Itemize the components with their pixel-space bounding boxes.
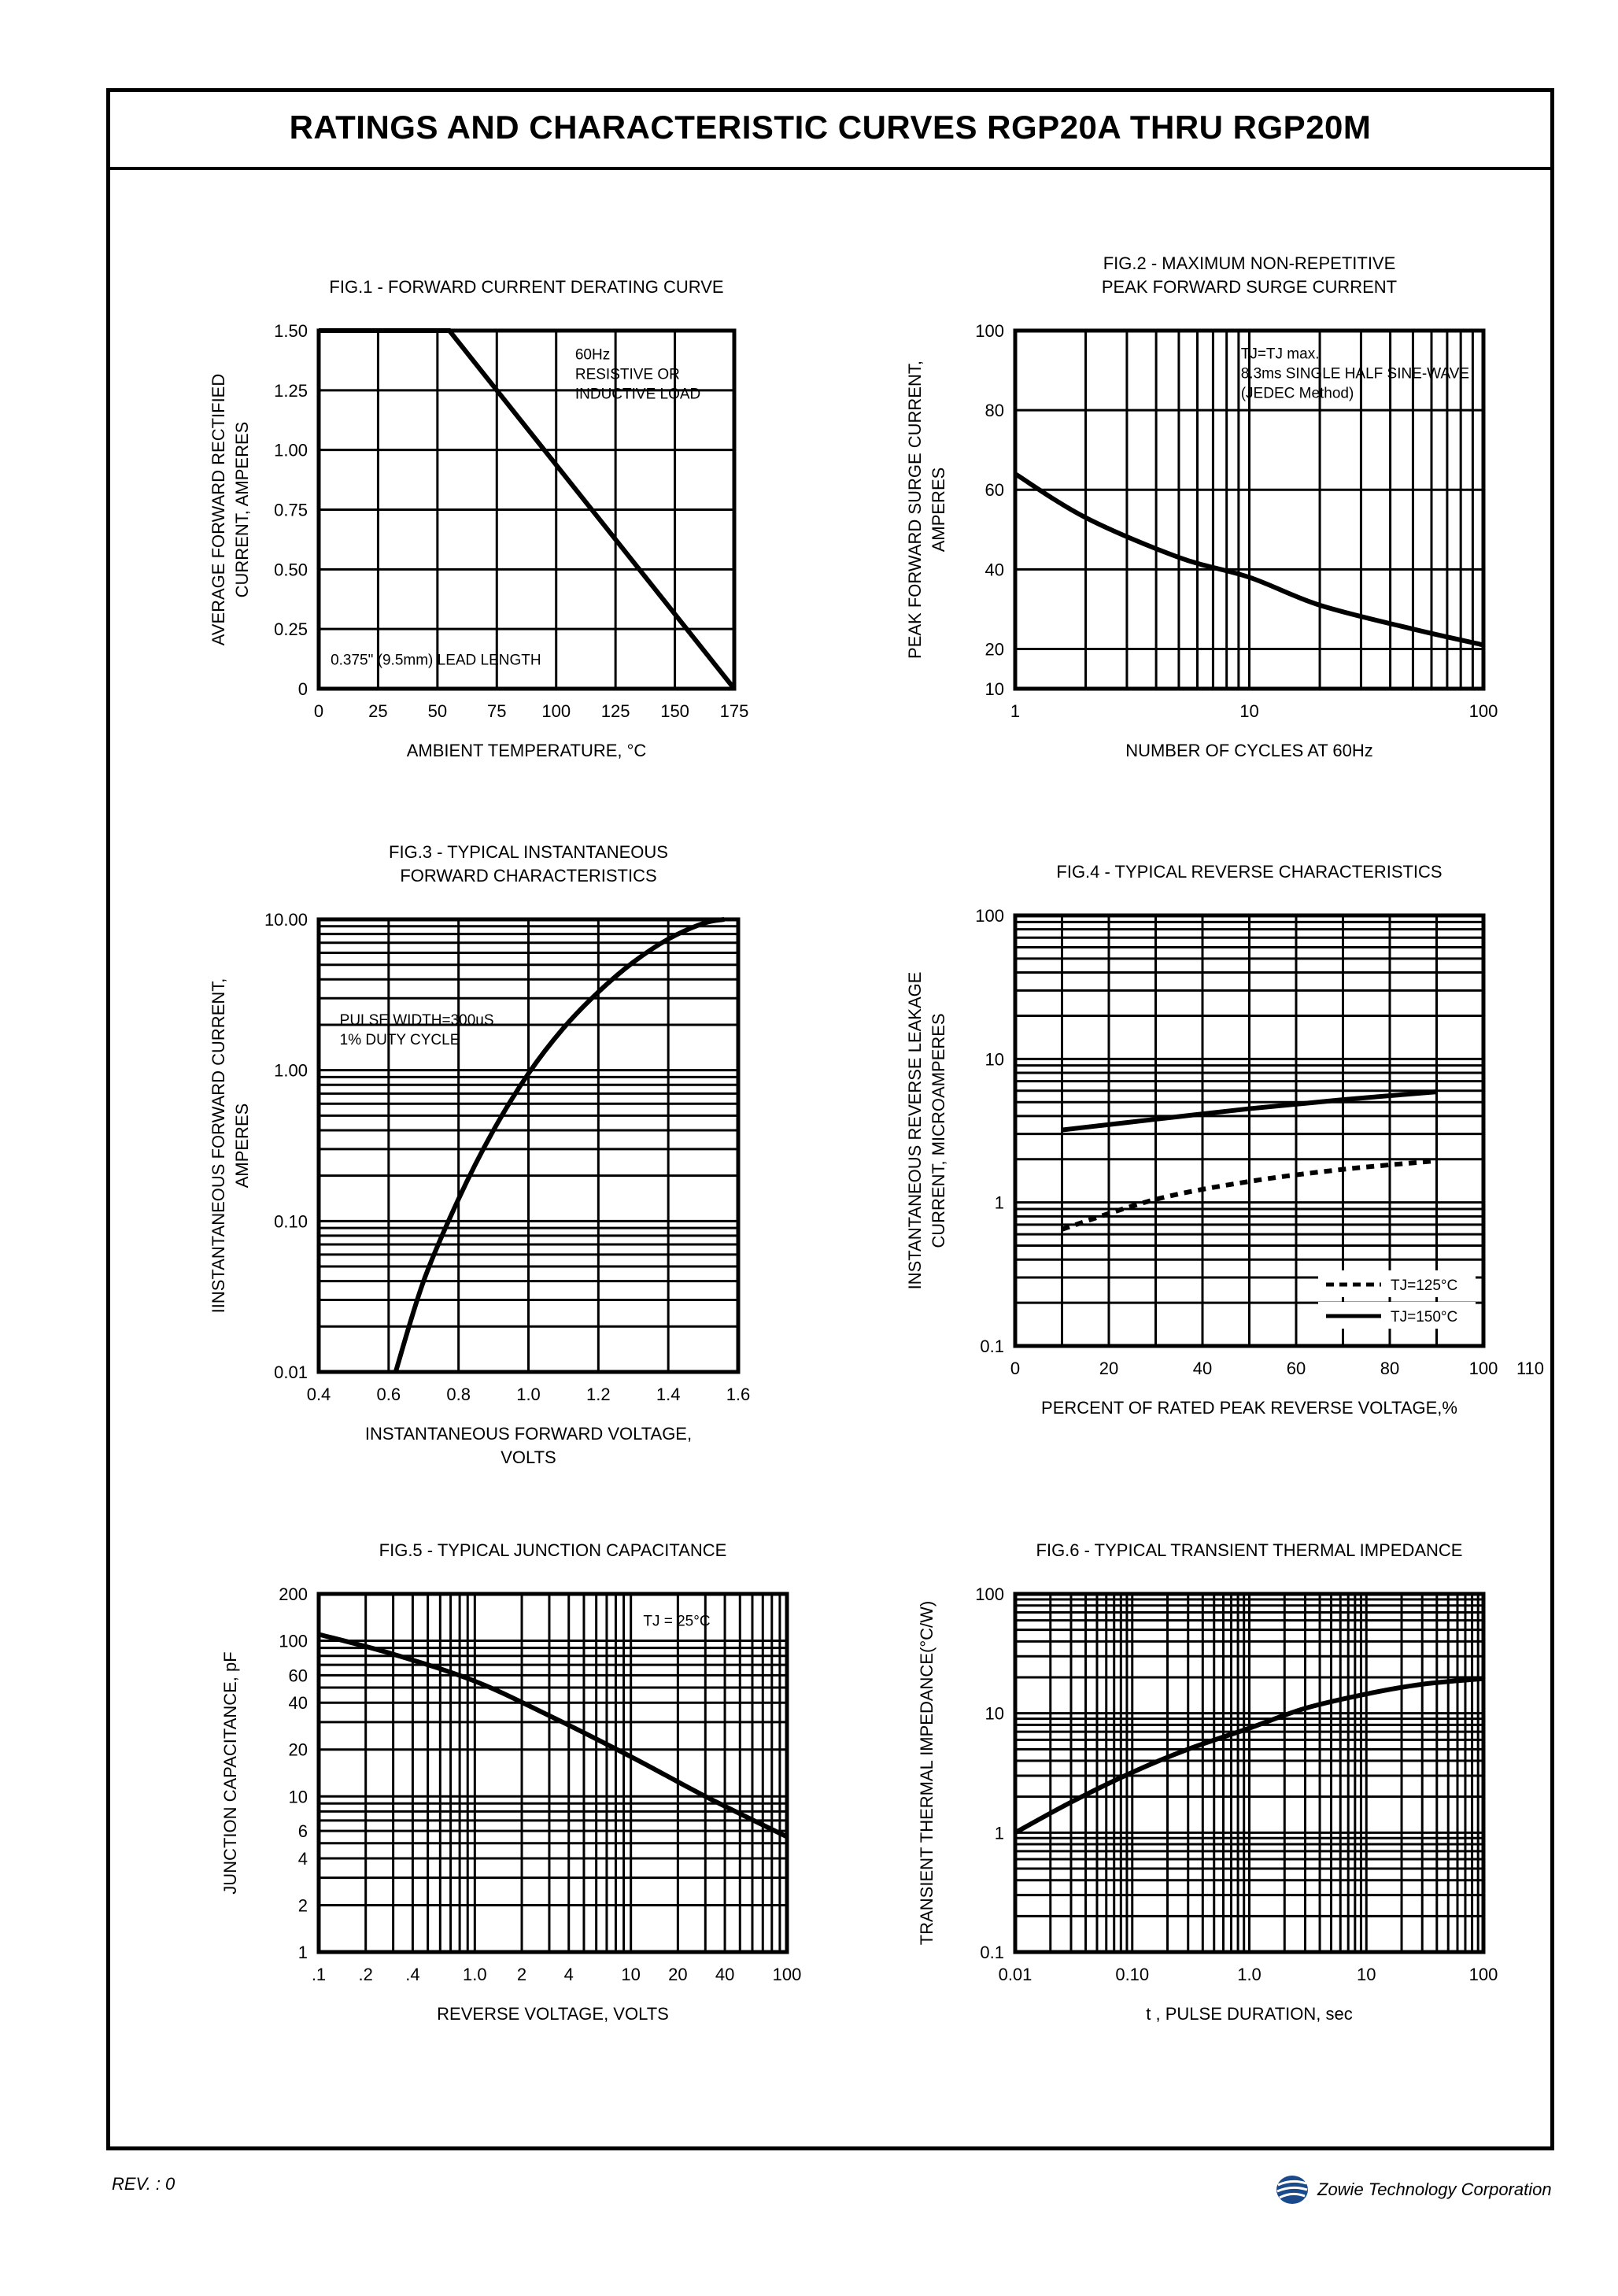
fig5-ytick-label: 60 bbox=[288, 1666, 308, 1686]
fig5-title: FIG.5 - TYPICAL JUNCTION CAPACITANCE bbox=[379, 1540, 727, 1560]
fig4-xtick-label: 40 bbox=[1192, 1359, 1213, 1378]
fig1-xtick-label: 150 bbox=[660, 701, 689, 721]
fig2-annotation: TJ=TJ max. bbox=[1240, 346, 1320, 363]
fig6-ytick-label: 1 bbox=[994, 1823, 1004, 1843]
fig5-ytick-label: 1 bbox=[297, 1943, 308, 1962]
fig5-ytick-label: 100 bbox=[279, 1631, 308, 1651]
fig6-xtick-label: 10 bbox=[1357, 1965, 1376, 1984]
fig1-annotation: 0.375" (9.5mm) LEAD LENGTH bbox=[331, 652, 541, 669]
fig1-annotation: RESISTIVE OR bbox=[574, 366, 680, 383]
fig3-xtick-label: 0.8 bbox=[446, 1385, 471, 1404]
fig5-xtick-label: .4 bbox=[405, 1965, 420, 1984]
fig3-xtick-label: 1.6 bbox=[726, 1385, 751, 1404]
fig6-ytick-label: 10 bbox=[984, 1703, 1004, 1724]
fig4-xtick-label: 60 bbox=[1286, 1359, 1306, 1378]
fig6-chart bbox=[917, 1540, 1498, 2024]
fig1-annotation: INDUCTIVE LOAD bbox=[574, 386, 701, 403]
fig3-xtick-label: 1.4 bbox=[656, 1385, 681, 1404]
fig3-annotation: 1% DUTY CYCLE bbox=[339, 1031, 460, 1048]
fig2-xtick-label: 1 bbox=[1010, 701, 1021, 721]
fig2-ytick-label: 40 bbox=[984, 560, 1004, 580]
fig4-ylabel: CURRENT, MICROAMPERES bbox=[929, 1013, 948, 1248]
fig4-chart bbox=[905, 862, 1544, 1418]
fig5-xtick-label: .1 bbox=[311, 1965, 327, 1984]
fig5-xtick-label: 1.0 bbox=[463, 1965, 487, 1984]
fig1-ytick-label: 0.75 bbox=[274, 500, 308, 520]
fig5-ytick-label: 4 bbox=[297, 1848, 308, 1869]
fig4-ytick-label: 10 bbox=[984, 1049, 1004, 1070]
fig4-ytick-label: 1 bbox=[994, 1192, 1004, 1213]
fig1-ytick-label: 1.25 bbox=[274, 380, 308, 401]
company-footer bbox=[1275, 2174, 1552, 2205]
fig3-xtick-label: 1.0 bbox=[516, 1385, 541, 1404]
fig2-annotation: 8.3ms SINGLE HALF SINE-WAVE bbox=[1240, 365, 1470, 383]
fig5-ytick-label: 200 bbox=[279, 1584, 308, 1604]
fig2-xlabel: NUMBER OF CYCLES AT 60Hz bbox=[1125, 741, 1373, 760]
fig5-ytick-label: 2 bbox=[297, 1895, 308, 1916]
fig5-ytick-label: 10 bbox=[288, 1787, 308, 1807]
fig3-ytick-label: 0.10 bbox=[274, 1211, 308, 1232]
fig4-legend-label: TJ=150°C bbox=[1391, 1309, 1458, 1325]
fig2-ytick-label: 80 bbox=[984, 401, 1004, 421]
fig4-xtick-label: 100 bbox=[1468, 1359, 1498, 1378]
fig4-ytick-label: 0.1 bbox=[980, 1337, 1004, 1356]
fig3-title: FIG.3 - TYPICAL INSTANTANEOUS bbox=[389, 842, 668, 862]
fig1-ytick-label: 1.50 bbox=[274, 321, 308, 341]
fig6-title: FIG.6 - TYPICAL TRANSIENT THERMAL IMPEDANCE bbox=[1036, 1540, 1463, 1560]
fig2-ytick-label: 10 bbox=[984, 679, 1004, 699]
fig6-xlabel: t , PULSE DURATION, sec bbox=[1146, 2004, 1353, 2024]
fig2-ytick-label: 20 bbox=[984, 639, 1004, 660]
fig3-xlabel: VOLTS bbox=[501, 1447, 556, 1467]
fig1-ytick-label: 0 bbox=[297, 679, 308, 699]
fig5-ytick-label: 20 bbox=[288, 1740, 308, 1760]
fig5-xtick-label: 10 bbox=[621, 1965, 641, 1984]
fig5-xtick-label: 20 bbox=[668, 1965, 688, 1984]
revision-label: REV. : 0 bbox=[112, 2174, 175, 2194]
fig5-xtick-label: 40 bbox=[715, 1965, 735, 1984]
fig1-grid bbox=[319, 331, 734, 689]
fig3-xtick-label: 0.4 bbox=[306, 1385, 331, 1404]
fig3-ylabel: IINSTANTANEOUS FORWARD CURRENT, bbox=[209, 978, 228, 1314]
fig1-xtick-label: 75 bbox=[487, 701, 507, 721]
fig2-ylabel: PEAK FORWARD SURGE CURRENT, bbox=[905, 360, 925, 659]
fig4-xlabel: PERCENT OF RATED PEAK REVERSE VOLTAGE,% bbox=[1041, 1398, 1457, 1418]
company-name: Zowie Technology Corporation bbox=[1317, 2180, 1552, 2199]
fig5-grid bbox=[319, 1594, 787, 1952]
fig5-ytick-label: 40 bbox=[288, 1693, 308, 1714]
fig2-xtick-label: 10 bbox=[1239, 701, 1259, 721]
fig4-xtick-label: 20 bbox=[1099, 1359, 1119, 1378]
fig2-title: FIG.2 - MAXIMUM NON-REPETITIVE bbox=[1103, 253, 1396, 273]
fig4-ytick-label: 100 bbox=[975, 906, 1004, 926]
fig4-title: FIG.4 - TYPICAL REVERSE CHARACTERISTICS bbox=[1056, 862, 1443, 882]
fig2-chart bbox=[905, 253, 1498, 760]
fig2-title: PEAK FORWARD SURGE CURRENT bbox=[1101, 277, 1398, 297]
fig1-title: FIG.1 - FORWARD CURRENT DERATING CURVE bbox=[329, 277, 724, 297]
fig6-xtick-label: 100 bbox=[1468, 1965, 1498, 1984]
fig4-xtick-label: 110 bbox=[1516, 1359, 1545, 1378]
fig1-xtick-label: 25 bbox=[368, 701, 388, 721]
fig3-title: FORWARD CHARACTERISTICS bbox=[400, 866, 657, 885]
fig1-ylabel: AVERAGE FORWARD RECTIFIED bbox=[209, 373, 228, 646]
fig6-xtick-label: 0.10 bbox=[1115, 1965, 1150, 1984]
fig3-ytick-label: 0.01 bbox=[274, 1362, 308, 1382]
fig6-ylabel: TRANSIENT THERMAL IMPEDANCE(°C/W) bbox=[917, 1600, 936, 1946]
fig1-xtick-label: 100 bbox=[541, 701, 571, 721]
company-logo-icon bbox=[1275, 2174, 1310, 2205]
fig2-xtick-label: 100 bbox=[1468, 701, 1498, 721]
fig3-ytick-label: 10.00 bbox=[264, 910, 308, 930]
fig5-xtick-label: 4 bbox=[563, 1965, 574, 1984]
fig4-xtick-label: 0 bbox=[1010, 1359, 1021, 1378]
fig1-xtick-label: 50 bbox=[427, 701, 448, 721]
fig5-xlabel: REVERSE VOLTAGE, VOLTS bbox=[437, 2004, 669, 2024]
fig5-ytick-label: 6 bbox=[297, 1821, 308, 1842]
fig1-xtick-label: 175 bbox=[719, 701, 749, 721]
fig6-grid bbox=[1015, 1594, 1483, 1952]
fig1-annotation: 60Hz bbox=[574, 346, 611, 364]
fig2-ytick-label: 60 bbox=[984, 480, 1004, 501]
fig1-ytick-label: 0.50 bbox=[274, 560, 308, 580]
fig4-ylabel: INSTANTANEOUS REVERSE LEAKAGE bbox=[905, 971, 925, 1290]
fig5-ylabel: JUNCTION CAPACITANCE, pF bbox=[220, 1651, 240, 1895]
fig6-ytick-label: 100 bbox=[975, 1584, 1004, 1604]
fig4-xtick-label: 80 bbox=[1380, 1359, 1400, 1378]
fig1-ylabel: CURRENT, AMPERES bbox=[232, 421, 252, 598]
fig3-series-1-line bbox=[396, 919, 725, 1372]
fig3-chart bbox=[209, 842, 750, 1467]
fig3-grid bbox=[319, 919, 738, 1372]
fig5-chart bbox=[220, 1540, 801, 2024]
fig5-annotation: TJ = 25°C bbox=[643, 1613, 711, 1630]
fig1-ytick-label: 0.25 bbox=[274, 619, 308, 640]
fig1-chart bbox=[209, 277, 748, 760]
fig2-annotation: (JEDEC Method) bbox=[1240, 385, 1354, 402]
fig2-ytick-label: 100 bbox=[975, 321, 1004, 341]
page-title: RATINGS AND CHARACTERISTIC CURVES RGP20A THRU RGP20M bbox=[289, 109, 1372, 146]
fig1-xtick-label: 125 bbox=[600, 701, 630, 721]
fig3-xlabel: INSTANTANEOUS FORWARD VOLTAGE, bbox=[364, 1424, 693, 1444]
fig2-ylabel: AMPERES bbox=[929, 467, 948, 553]
fig1-xtick-label: 0 bbox=[313, 701, 324, 721]
fig5-xtick-label: 100 bbox=[772, 1965, 802, 1984]
fig3-ylabel: AMPERES bbox=[232, 1103, 252, 1189]
fig1-ytick-label: 1.00 bbox=[274, 440, 308, 460]
fig1-xlabel: AMBIENT TEMPERATURE, °C bbox=[406, 741, 647, 760]
fig6-ytick-label: 0.1 bbox=[980, 1943, 1004, 1962]
fig4-legend-label: TJ=125°C bbox=[1391, 1277, 1458, 1294]
fig3-xtick-label: 0.6 bbox=[376, 1385, 401, 1404]
fig3-ytick-label: 1.00 bbox=[274, 1060, 308, 1081]
fig5-xtick-label: 2 bbox=[516, 1965, 527, 1984]
fig6-xtick-label: 1.0 bbox=[1237, 1965, 1262, 1984]
fig3-annotation: PULSE WIDTH=300uS bbox=[339, 1011, 494, 1029]
fig2-grid bbox=[1015, 331, 1483, 689]
fig6-xtick-label: 0.01 bbox=[998, 1965, 1032, 1984]
fig5-xtick-label: .2 bbox=[358, 1965, 373, 1984]
fig3-xtick-label: 1.2 bbox=[586, 1385, 611, 1404]
